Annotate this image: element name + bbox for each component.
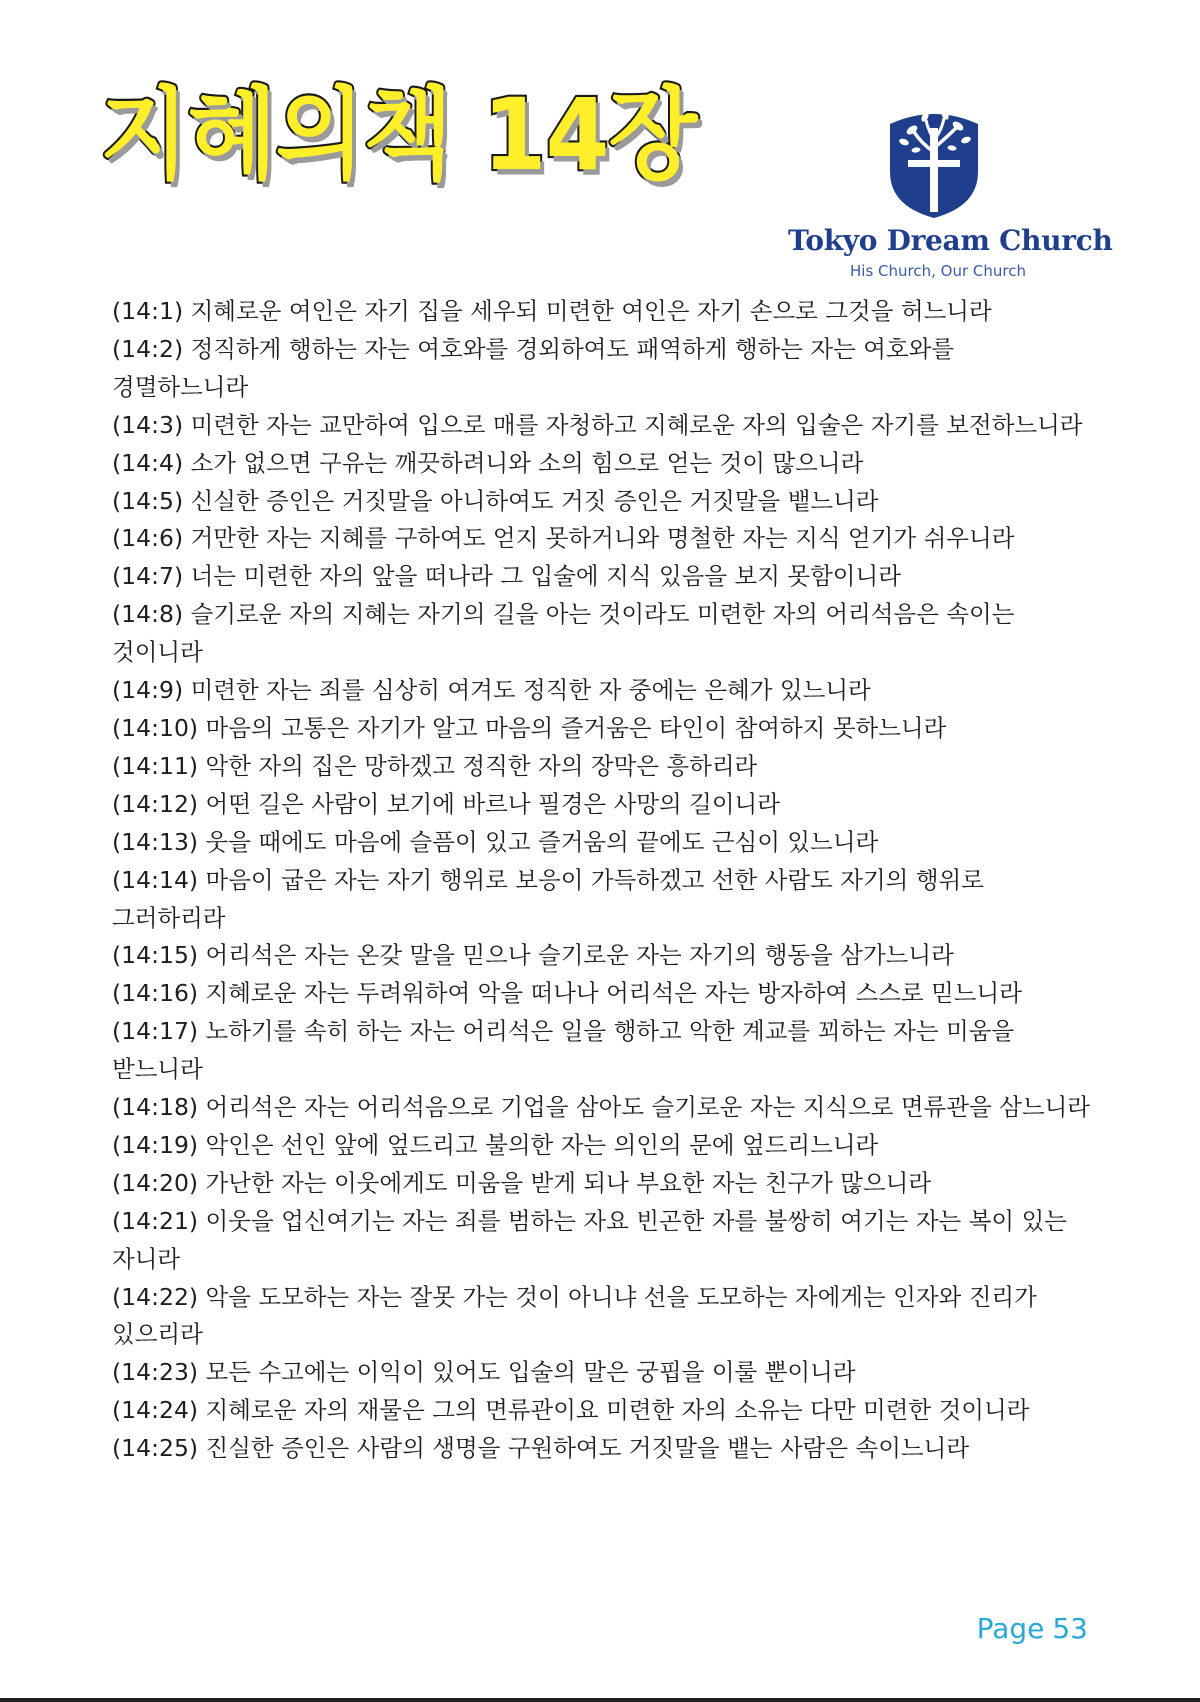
bottom-divider	[0, 1698, 1200, 1702]
verse: (14:20) 가난한 자는 이웃에게도 미움을 받게 되나 부요한 자는 친구가 많으니라	[112, 1168, 932, 1197]
verse: (14:10) 마음의 고통은 자기가 알고 마음의 즐거움은 타인이 참여하지 못하느니라	[112, 713, 947, 742]
verse: (14:12) 어떤 길은 사람이 보기에 바르나 필경은 사망의 길이니라	[112, 789, 780, 818]
church-logo	[788, 96, 1113, 286]
verse: (14:6) 거만한 자는 지혜를 구하여도 얻지 못하거니와 명철한 자는 지식 얻기가 쉬우니라	[112, 524, 1015, 553]
verse: (14:3) 미련한 자는 교만하여 입으로 매를 자청하고 지혜로운 자의 입술은 자기를 보전하느니라	[112, 410, 1083, 439]
page-label: Page	[976, 1612, 1045, 1645]
verse: (14:4) 소가 없으면 구유는 깨끗하려니와 소의 힘으로 얻는 것이 많으니라	[112, 448, 864, 477]
verse: (14:16) 지혜로운 자는 두려워하여 악을 떠나나 어리석은 자는 방자하여 스스로 믿느니라	[112, 979, 1022, 1008]
verse: (14:21) 이웃을 업신여기는 자는 죄를 범하는 자요 빈곤한 자를 불쌍히 여기는 자는 복이 있는 자니라	[112, 1206, 1068, 1273]
verse: (14:1) 지혜로운 여인은 자기 집을 세우되 미련한 여인은 자기 손으로 그것을 허느니라	[112, 297, 992, 325]
verse: (14:15) 어리석은 자는 온갖 말을 믿으나 슬기로운 자는 자기의 행동을 삼가느니라	[112, 941, 954, 970]
verse: (14:24) 지혜로운 자의 재물은 그의 면류관이요 미련한 자의 소유는 다만 미련한 것이니라	[112, 1396, 1030, 1425]
church-tagline: His Church, Our Church	[850, 262, 1026, 280]
verse: (14:11) 악한 자의 집은 망하겠고 정직한 자의 장막은 흥하리라	[112, 751, 758, 780]
verse: (14:25) 진실한 증인은 사람의 생명을 구원하여도 거짓말을 뱉는 사람은 속이느니라	[112, 1434, 970, 1463]
verse: (14:13) 웃을 때에도 마음에 슬픔이 있고 즐거움의 끝에도 근심이 있느니라	[112, 827, 879, 856]
verse: (14:7) 너는 미련한 자의 앞을 떠나라 그 입술에 지식 있음을 보지 못함이니라	[112, 562, 901, 591]
page-number	[977, 1612, 1088, 1645]
verse: (14:23) 모든 수고에는 이익이 있어도 입술의 말은 궁핍을 이룰 뿐이니라	[112, 1358, 856, 1387]
verse: (14:22) 악을 도모하는 자는 잘못 가는 것이 아니냐 선을 도모하는 자에게는 인자와 진리가 있으리라	[112, 1282, 1037, 1349]
verse: (14:2) 정직하게 행하는 자는 여호와를 경외하여도 패역하게 행하는 자는 여호와를 경멸하느니라	[112, 334, 955, 401]
verse-list	[112, 293, 1097, 1468]
verse: (14:18) 어리석은 자는 어리석음으로 기업을 삼아도 슬기로운 자는 지식으로 면류관을 삼느니라	[112, 1093, 1090, 1122]
page-number-value: 53	[1052, 1612, 1088, 1645]
verse: (14:17) 노하기를 속히 하는 자는 어리석은 일을 행하고 악한 계교를 꾀하는 자는 미움을 받느니라	[112, 1017, 1015, 1084]
verse: (14:9) 미련한 자는 죄를 심상히 여겨도 정직한 자 중에는 은혜가 있느니라	[112, 676, 871, 705]
cross-tree-icon	[886, 102, 982, 220]
page-title: 지혜의책 14장	[100, 77, 697, 193]
verse: (14:19) 악인은 선인 앞에 엎드리고 불의한 자는 의인의 문에 엎드리느니라	[112, 1130, 879, 1159]
church-name: Tokyo Dream Church	[788, 224, 1113, 257]
verse: (14:5) 신실한 증인은 거짓말을 아니하여도 거짓 증인은 거짓말을 뱉느니라	[112, 486, 879, 515]
verse: (14:14) 마음이 굽은 자는 자기 행위로 보응이 가득하겠고 선한 사람도 자기의 행위로 그러하리라	[112, 865, 984, 932]
verse: (14:8) 슬기로운 자의 지혜는 자기의 길을 아는 것이라도 미련한 자의 어리석음은 속이는 것이니라	[112, 600, 1015, 667]
